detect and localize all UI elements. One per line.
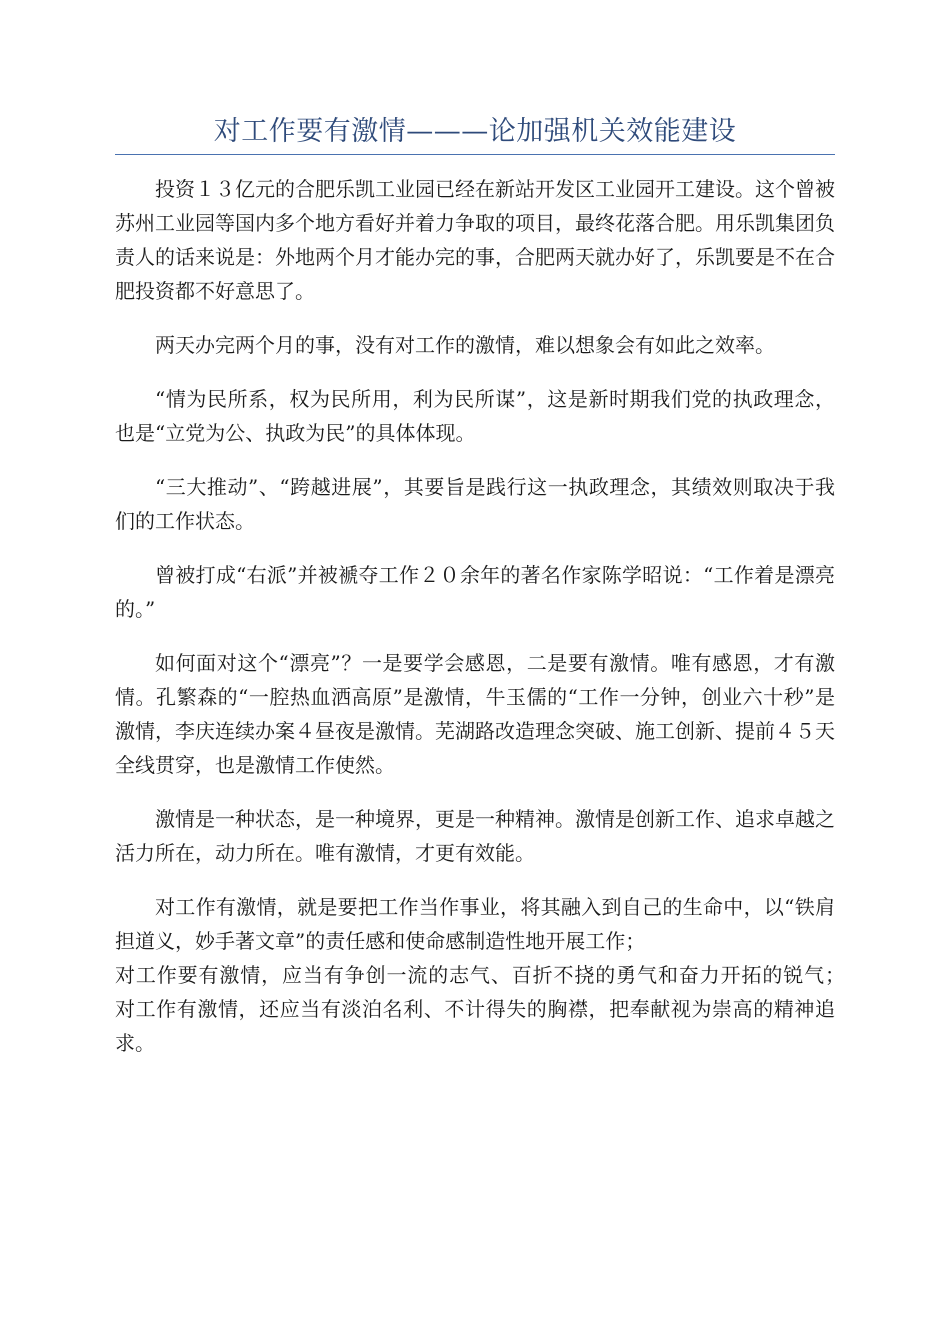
paragraph-9: 对工作要有激情，应当有争创一流的志气、百折不挠的勇气和奋力开拓的锐气； 对工作有激情，还应当有淡泊名利、不计得失的胸襟，把奉献视为崇高的精神追求。 <box>115 963 875 1055</box>
paragraph-2: 两天办完两个月的事，没有对工作的激情，难以想象会有如此之效率。 <box>155 333 775 357</box>
paragraph-4: “三大推动”、“跨越进展”，其要旨是践行这一执政理念，其绩效则取决于我们的工作状态。 <box>115 475 835 533</box>
title-underline <box>115 154 835 155</box>
document-body <box>115 172 875 1080</box>
paragraph-7: 激情是一种状态，是一种境界，更是一种精神。激情是创新工作、追求卓越之活力所在，动力所在。唯有激情，才更有效能。 <box>115 807 835 865</box>
page-title: 对工作要有激情———论加强机关效能建设 <box>213 116 737 147</box>
paragraph-8: 对工作有激情，就是要把工作当作事业，将其融入到自己的生命中，以“铁肩担道义，妙手著文章”的责任感和使命感制造性地开展工作； <box>115 895 835 953</box>
paragraph-6: 如何面对这个“漂亮”？一是要学会感恩，二是要有激情。唯有感恩，才有激情。孔繁森的“一腔热血洒高原”是激情，牛玉儒的“工作一分钟，创业六十秒”是激情，李庆连续办案４昼夜是激情。芜湖路改造理念突破、施工创新、提前４５天全线贯穿，也是激情工作使然。 <box>115 651 835 777</box>
paragraph-1: 投资１３亿元的合肥乐凯工业园已经在新站开发区工业园开工建设。这个曾被苏州工业园等国内多个地方看好并着力争取的项目，最终花落合肥。用乐凯集团负责人的话来说是：外地两个月才能办完的事，合肥两天就办好了，乐凯要是不在合肥投资都不好意思了。 <box>115 177 835 303</box>
paragraph-3: “情为民所系，权为民所用，利为民所谋”，这是新时期我们党的执政理念，也是“立党为公、执政为民”的具体体现。 <box>115 387 835 445</box>
paragraph-5: 曾被打成“右派”并被褫夺工作２０余年的著名作家陈学昭说：“工作着是漂亮的。” <box>115 563 835 621</box>
